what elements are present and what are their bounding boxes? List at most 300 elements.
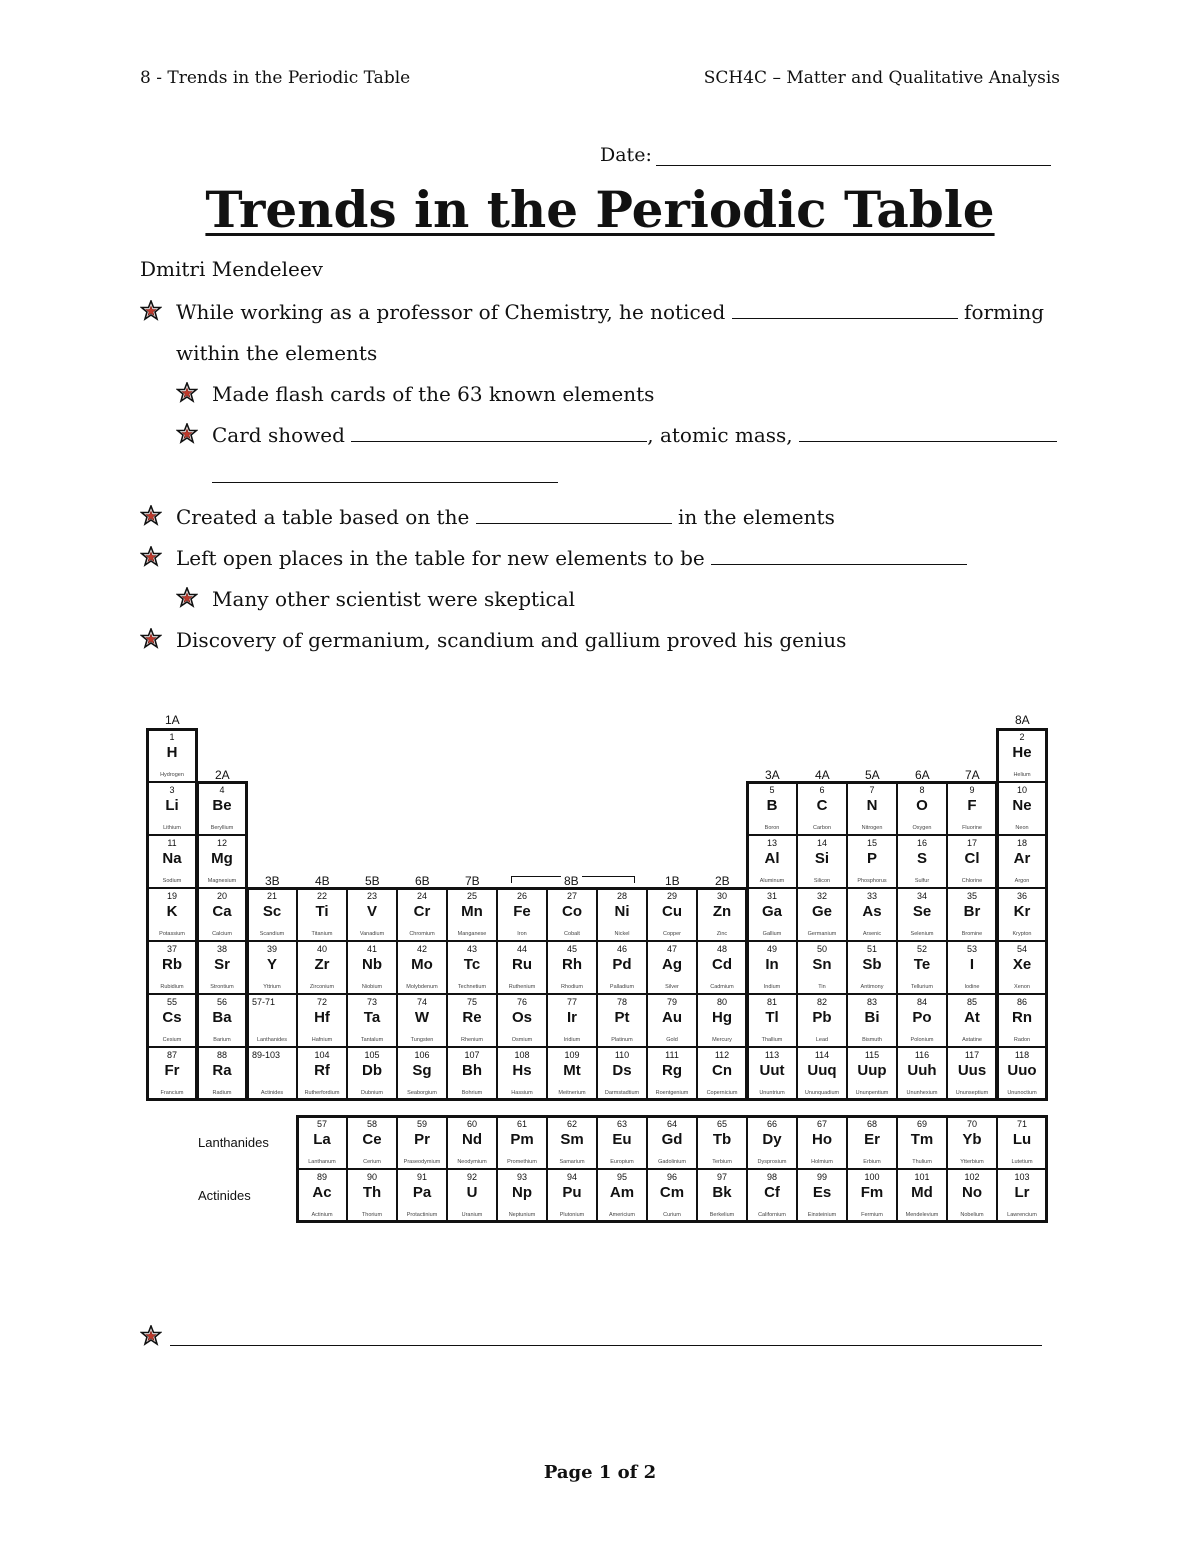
answer-blank[interactable] — [476, 503, 672, 524]
element-cell — [797, 1047, 847, 1100]
element-name: Plutonium — [559, 1212, 585, 1218]
atomic-number: 2 — [1019, 732, 1025, 742]
element-name: Strontium — [210, 984, 234, 990]
element-name: Arsenic — [862, 931, 882, 937]
lanthanides-label: Lanthanides — [198, 1135, 269, 1150]
atomic-number: 16 — [916, 838, 927, 848]
element-cell — [147, 1047, 197, 1100]
element-name: Copernicium — [706, 1090, 738, 1096]
element-name: Antimony — [860, 984, 884, 990]
atomic-number: 49 — [766, 944, 777, 954]
element-name: Sulfur — [914, 878, 930, 884]
atomic-number: 62 — [566, 1119, 577, 1129]
element-symbol: Th — [362, 1184, 382, 1201]
element-cell — [347, 941, 397, 994]
element-cell — [247, 941, 297, 994]
atomic-number: 42 — [416, 944, 427, 954]
element-name: Ytterbium — [960, 1159, 984, 1165]
element-cell — [997, 1047, 1047, 1100]
atomic-number: 84 — [916, 997, 927, 1007]
element-name: Phosphorus — [857, 878, 887, 884]
element-cell — [447, 941, 497, 994]
atomic-number: 14 — [816, 838, 827, 848]
atomic-number: 58 — [366, 1119, 377, 1129]
element-name: Lead — [815, 1037, 829, 1043]
element-cell — [447, 1047, 497, 1100]
element-cell — [997, 941, 1047, 994]
atomic-number: 47 — [666, 944, 677, 954]
element-name: Indium — [763, 984, 781, 990]
element-symbol: Ge — [811, 903, 832, 920]
element-symbol: Te — [913, 956, 931, 973]
element-cell — [947, 782, 997, 835]
atomic-number: 67 — [816, 1119, 827, 1129]
atomic-number: 18 — [1016, 838, 1027, 848]
element-cell — [297, 994, 347, 1047]
atomic-number: 31 — [766, 891, 777, 901]
element-name: Terbium — [712, 1159, 732, 1165]
group-label: 3A — [765, 768, 780, 782]
atomic-number: 45 — [566, 944, 577, 954]
actinide-cell — [397, 1169, 447, 1222]
element-symbol: Pt — [614, 1009, 630, 1026]
atomic-number: 24 — [416, 891, 427, 901]
atomic-number: 95 — [616, 1172, 627, 1182]
element-cell — [947, 994, 997, 1047]
element-name: Berkelium — [709, 1212, 735, 1218]
element-cell — [147, 941, 197, 994]
element-name: Germanium — [807, 931, 837, 937]
element-cell — [297, 888, 347, 941]
atomic-number: 77 — [566, 997, 577, 1007]
element-name: Dysprosium — [757, 1159, 787, 1165]
element-symbol: Db — [362, 1062, 382, 1079]
element-name: Nickel — [614, 931, 630, 937]
atomic-number: 22 — [316, 891, 327, 901]
atomic-number: 107 — [464, 1050, 480, 1060]
element-symbol: Mt — [563, 1062, 581, 1079]
bottom-bullet — [140, 1325, 1042, 1353]
atomic-number: 28 — [616, 891, 627, 901]
element-cell — [847, 1047, 897, 1100]
atomic-number: 92 — [466, 1172, 477, 1182]
element-cell — [397, 994, 447, 1047]
header-right: SCH4C – Matter and Qualitative Analysis — [703, 68, 1060, 88]
element-name: Neptunium — [508, 1212, 536, 1218]
atomic-number: 108 — [514, 1050, 530, 1060]
element-name: Titanium — [311, 931, 333, 937]
header-left: 8 - Trends in the Periodic Table — [140, 68, 411, 88]
atomic-number: 12 — [216, 838, 227, 848]
element-symbol: Co — [562, 903, 582, 920]
frame-group-2 — [196, 781, 248, 1101]
lanthanide-cell — [847, 1116, 897, 1169]
element-name: Europium — [610, 1159, 634, 1165]
element-name: Rubidium — [160, 984, 184, 990]
element-cell — [997, 994, 1047, 1047]
element-name: Nobelium — [960, 1212, 984, 1218]
actinide-cell — [647, 1169, 697, 1222]
element-cell — [547, 888, 597, 941]
actinide-cell — [447, 1169, 497, 1222]
element-symbol: As — [862, 903, 882, 920]
element-name: Oxygen — [912, 825, 932, 831]
element-symbol: At — [964, 1009, 980, 1026]
element-name: Holmium — [811, 1159, 833, 1165]
atomic-number: 99 — [816, 1172, 827, 1182]
actinide-cell — [297, 1169, 347, 1222]
element-symbol: Mg — [211, 850, 233, 867]
element-cell — [147, 994, 197, 1047]
atomic-number: 87 — [166, 1050, 177, 1060]
element-name: Magnesium — [207, 878, 237, 884]
element-cell — [847, 941, 897, 994]
element-symbol: Md — [911, 1184, 933, 1201]
star-bullet-icon — [140, 620, 164, 661]
answer-blank[interactable] — [732, 298, 958, 319]
atomic-number: 115 — [864, 1050, 880, 1060]
element-cell — [947, 888, 997, 941]
element-symbol: I — [969, 956, 975, 973]
element-symbol: Bk — [712, 1184, 732, 1201]
star-bullet-icon — [176, 374, 200, 415]
bullet-list — [140, 292, 1060, 661]
frame-f-block — [296, 1115, 1048, 1223]
element-cell — [997, 782, 1047, 835]
element-symbol: Sr — [214, 956, 230, 973]
lanthanide-cell — [647, 1116, 697, 1169]
atomic-number: 39 — [266, 944, 277, 954]
element-symbol: Br — [963, 903, 981, 920]
lanthanide-cell — [747, 1116, 797, 1169]
element-name: Chromium — [409, 931, 435, 937]
element-name: Ununpentium — [855, 1090, 889, 1096]
element-name: Barium — [213, 1037, 231, 1043]
element-cell — [197, 782, 247, 835]
element-symbol: Rf — [314, 1062, 330, 1079]
atomic-number: 64 — [666, 1119, 677, 1129]
atomic-number: 23 — [366, 891, 377, 901]
element-cell — [247, 1047, 297, 1100]
element-symbol: Pr — [414, 1131, 430, 1148]
element-name: Sodium — [162, 878, 182, 884]
element-cell — [847, 835, 897, 888]
atomic-number: 118 — [1014, 1050, 1030, 1060]
element-symbol: P — [866, 850, 877, 867]
atomic-number: 98 — [766, 1172, 777, 1182]
element-cell — [797, 994, 847, 1047]
lanthanide-cell — [897, 1116, 947, 1169]
element-cell — [197, 994, 247, 1047]
atomic-number: 74 — [416, 997, 427, 1007]
element-name: Vanadium — [359, 931, 385, 937]
element-name: Manganese — [457, 931, 487, 937]
element-symbol: Tc — [463, 956, 481, 973]
element-symbol: Fe — [513, 903, 531, 920]
atomic-number: 43 — [466, 944, 477, 954]
element-name: Francium — [160, 1090, 184, 1096]
element-symbol: W — [414, 1009, 430, 1026]
element-cell — [497, 941, 547, 994]
atomic-number: 90 — [366, 1172, 377, 1182]
answer-blank[interactable] — [351, 421, 647, 442]
element-cell — [597, 941, 647, 994]
group-label: 2B — [715, 874, 730, 888]
answer-blank[interactable] — [170, 1325, 1042, 1346]
element-cell — [897, 782, 947, 835]
element-cell — [147, 729, 197, 782]
element-name: Beryllium — [210, 825, 234, 831]
atomic-number: 7 — [869, 785, 875, 795]
atomic-number: 9 — [969, 785, 975, 795]
section-heading: Dmitri Mendeleev — [140, 257, 323, 281]
element-name: Praseodymium — [403, 1159, 441, 1165]
atomic-number: 57-71 — [252, 997, 276, 1007]
element-symbol: Ar — [1013, 850, 1031, 867]
element-cell — [197, 1047, 247, 1100]
element-symbol: Xe — [1012, 956, 1032, 973]
element-name: Molybdenum — [406, 984, 438, 990]
element-symbol: Al — [764, 850, 780, 867]
element-symbol: Y — [266, 956, 277, 973]
element-name: Aluminum — [759, 878, 785, 884]
element-symbol: Sn — [812, 956, 832, 973]
answer-blank[interactable] — [711, 544, 967, 565]
element-symbol: Ne — [1012, 797, 1032, 814]
element-symbol: Hg — [712, 1009, 732, 1026]
element-name: Lanthanum — [308, 1159, 336, 1165]
element-symbol: N — [866, 797, 878, 814]
atomic-number: 110 — [614, 1050, 630, 1060]
lanthanide-cell — [297, 1116, 347, 1169]
element-symbol: Ga — [761, 903, 782, 920]
element-symbol: Lu — [1012, 1131, 1032, 1148]
element-symbol: Sb — [862, 956, 882, 973]
page-title: Trends in the Periodic Table — [205, 180, 995, 239]
element-name: Ununtrium — [759, 1090, 785, 1096]
bullet-item: Created a table based on the in the elements — [140, 497, 1060, 538]
group-label: 3B — [265, 874, 280, 888]
element-symbol: Kr — [1013, 903, 1031, 920]
element-symbol: Zr — [314, 956, 330, 973]
element-name: Rutherfordium — [304, 1090, 340, 1096]
atomic-number: 75 — [466, 997, 477, 1007]
atomic-number: 117 — [964, 1050, 980, 1060]
group-8b-bracket — [511, 876, 635, 883]
element-name: Technetium — [457, 984, 487, 990]
lanthanide-cell — [547, 1116, 597, 1169]
actinide-cell — [797, 1169, 847, 1222]
date-label: Date: — [600, 144, 652, 166]
element-name: Gallium — [762, 931, 782, 937]
element-name: Radon — [1013, 1037, 1031, 1043]
group-label: 1A — [165, 713, 180, 727]
element-cell — [897, 994, 947, 1047]
group-label: 7A — [965, 768, 980, 782]
element-name: Lithium — [163, 825, 181, 831]
element-cell — [797, 888, 847, 941]
atomic-number: 106 — [414, 1050, 430, 1060]
date-blank[interactable] — [656, 147, 1051, 166]
atomic-number: 114 — [814, 1050, 830, 1060]
star-bullet-icon — [140, 1325, 164, 1349]
element-cell — [747, 835, 797, 888]
atomic-number: 48 — [716, 944, 727, 954]
group-label: 4A — [815, 768, 830, 782]
element-symbol: Ti — [315, 903, 329, 920]
element-name: Zirconium — [309, 984, 335, 990]
element-symbol: Na — [162, 850, 182, 867]
element-symbol: Rh — [562, 956, 582, 973]
element-name: Astatine — [962, 1037, 982, 1043]
element-symbol: Hf — [314, 1009, 330, 1026]
group-label: 7B — [465, 874, 480, 888]
element-name: Ununquadium — [804, 1090, 840, 1096]
element-symbol: Fm — [860, 1184, 884, 1201]
element-symbol: Fr — [164, 1062, 180, 1079]
element-cell — [497, 888, 547, 941]
actinide-cell — [997, 1169, 1047, 1222]
element-symbol: Ba — [212, 1009, 232, 1026]
element-symbol: Ta — [363, 1009, 381, 1026]
atomic-number: 101 — [914, 1172, 930, 1182]
element-symbol: Zn — [712, 903, 732, 920]
element-name: Bohrium — [461, 1090, 483, 1096]
element-cell — [647, 994, 697, 1047]
element-cell — [897, 941, 947, 994]
element-cell — [447, 994, 497, 1047]
atomic-number: 8 — [919, 785, 925, 795]
element-name: Roentgenium — [655, 1090, 689, 1096]
atomic-number: 37 — [166, 944, 177, 954]
element-name: Copper — [662, 931, 682, 937]
element-cell — [997, 835, 1047, 888]
atomic-number: 100 — [864, 1172, 880, 1182]
element-symbol: Pm — [510, 1131, 534, 1148]
element-name: Chlorine — [961, 878, 983, 884]
atomic-number: 21 — [266, 891, 277, 901]
atomic-number: 34 — [916, 891, 927, 901]
star-bullet-icon — [140, 538, 164, 579]
element-cell — [197, 835, 247, 888]
element-name: Iron — [517, 931, 527, 937]
element-symbol: Sg — [412, 1062, 432, 1079]
element-name: Fluorine — [962, 825, 982, 831]
group-label: 5B — [365, 874, 380, 888]
group-label: 2A — [215, 768, 230, 782]
atomic-number: 57 — [316, 1119, 327, 1129]
bullet-item: Many other scientist were skeptical — [176, 579, 1060, 620]
atomic-number: 19 — [166, 891, 177, 901]
element-symbol: Cr — [413, 903, 431, 920]
element-symbol: In — [765, 956, 779, 973]
element-symbol: Be — [212, 797, 232, 814]
lanthanide-cell — [697, 1116, 747, 1169]
atomic-number: 70 — [966, 1119, 977, 1129]
element-name: Gold — [666, 1037, 678, 1043]
actinide-cell — [897, 1169, 947, 1222]
atomic-number: 10 — [1016, 785, 1027, 795]
element-symbol: Am — [609, 1184, 635, 1201]
element-name: Neon — [1015, 825, 1029, 831]
element-name: Hassium — [511, 1090, 533, 1096]
atomic-number: 66 — [766, 1119, 777, 1129]
element-name: Americium — [609, 1212, 635, 1218]
element-symbol: Po — [912, 1009, 932, 1026]
element-symbol: Ru — [512, 956, 532, 973]
element-cell — [897, 1047, 947, 1100]
element-cell — [997, 729, 1047, 782]
element-cell — [697, 994, 747, 1047]
atomic-number: 35 — [966, 891, 977, 901]
atomic-number: 15 — [866, 838, 877, 848]
element-name: Thulium — [912, 1159, 932, 1165]
actinide-cell — [547, 1169, 597, 1222]
atomic-number: 40 — [316, 944, 327, 954]
lanthanide-cell — [397, 1116, 447, 1169]
element-symbol: No — [962, 1184, 982, 1201]
element-cell — [697, 941, 747, 994]
element-name: Boron — [764, 825, 780, 831]
element-name: Darmstadtium — [604, 1090, 640, 1096]
element-symbol: Cf — [764, 1184, 780, 1201]
element-symbol: Dy — [762, 1131, 782, 1148]
atomic-number: 3 — [169, 785, 175, 795]
element-cell — [197, 888, 247, 941]
element-cell — [897, 888, 947, 941]
answer-blank[interactable] — [212, 462, 558, 483]
element-name: Dubnium — [360, 1090, 383, 1096]
element-symbol: Cd — [712, 956, 732, 973]
element-symbol: Tb — [712, 1131, 732, 1148]
element-name: Californium — [758, 1212, 786, 1218]
atomic-number: 109 — [564, 1050, 580, 1060]
element-name: Einsteinium — [807, 1212, 837, 1218]
element-name: Neodymium — [457, 1159, 487, 1165]
element-cell — [547, 994, 597, 1047]
atomic-number: 102 — [964, 1172, 980, 1182]
element-symbol: Pd — [612, 956, 632, 973]
element-name: Palladium — [609, 984, 635, 990]
element-name: Selenium — [910, 931, 934, 937]
atomic-number: 61 — [516, 1119, 527, 1129]
element-cell — [647, 941, 697, 994]
element-name: Helium — [1013, 772, 1031, 778]
element-symbol: Hs — [512, 1062, 532, 1079]
atomic-number: 113 — [764, 1050, 780, 1060]
element-name: Iodine — [964, 984, 980, 990]
bullet-item: Discovery of germanium, scandium and gallium proved his genius — [140, 620, 1060, 661]
element-cell — [347, 1047, 397, 1100]
element-name: Fermium — [861, 1212, 883, 1218]
element-symbol: Li — [165, 797, 179, 814]
star-bullet-icon — [176, 415, 200, 456]
element-name: Nitrogen — [861, 825, 883, 831]
element-symbol: Cn — [712, 1062, 732, 1079]
element-cell — [297, 941, 347, 994]
element-name: Bromine — [961, 931, 983, 937]
element-name: Lanthanides — [257, 1037, 287, 1043]
lanthanide-cell — [347, 1116, 397, 1169]
atomic-number: 38 — [216, 944, 227, 954]
element-symbol: U — [466, 1184, 478, 1201]
star-bullet-icon — [140, 497, 164, 538]
answer-blank[interactable] — [799, 421, 1057, 442]
element-cell — [347, 888, 397, 941]
element-cell — [747, 994, 797, 1047]
atomic-number: 1 — [169, 732, 175, 742]
atomic-number: 33 — [866, 891, 877, 901]
